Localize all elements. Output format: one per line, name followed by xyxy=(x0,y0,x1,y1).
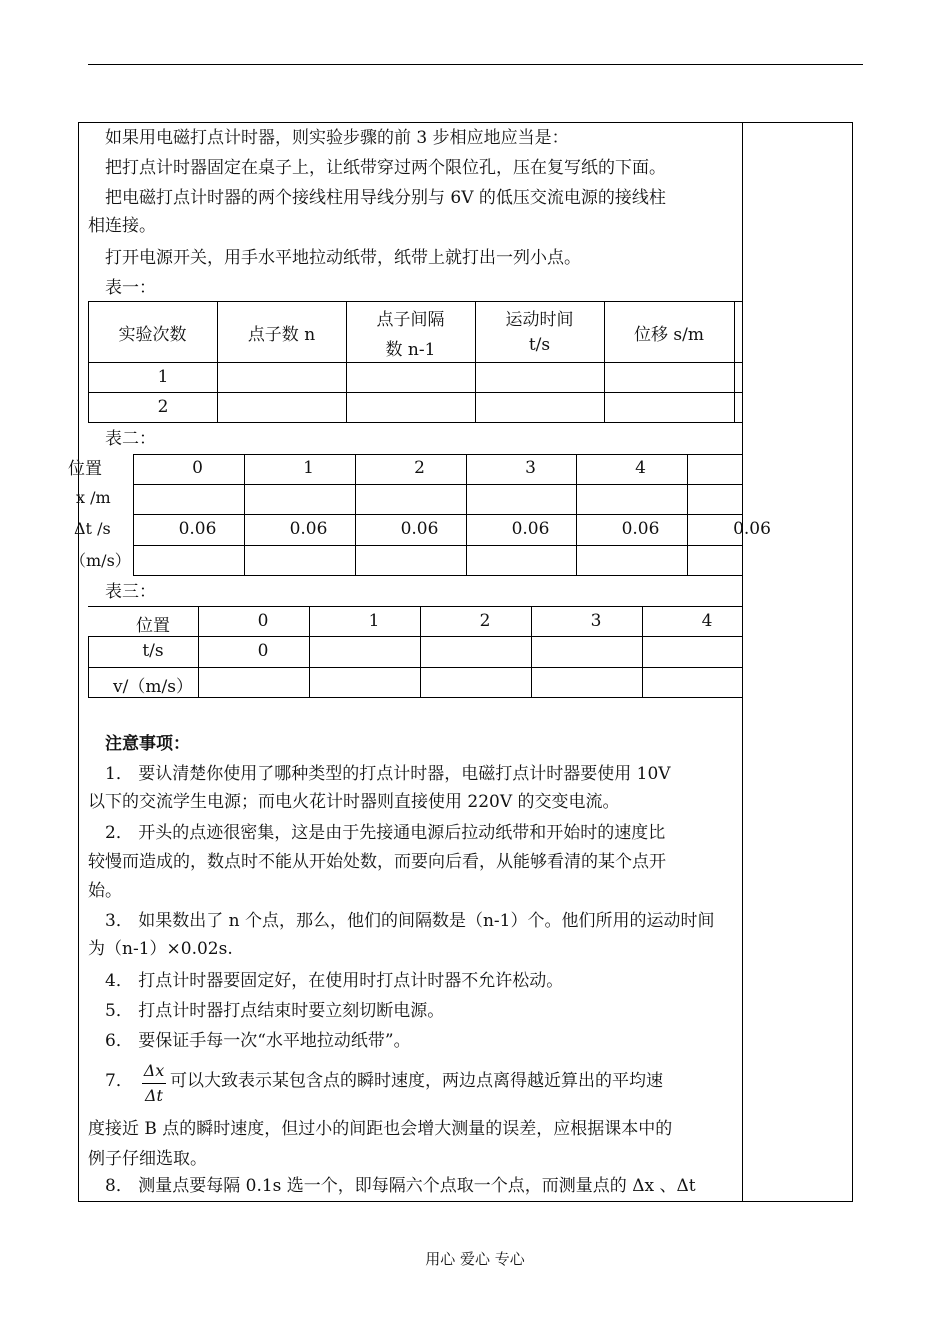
note-line-13: 例子仔细选取。 xyxy=(88,1149,207,1169)
table3-pos-3: 3 xyxy=(590,611,602,631)
table1-row-2: 2 xyxy=(157,397,169,417)
note-line-5: 始。 xyxy=(88,881,122,901)
table1-header-interval-2: 数 n-1 xyxy=(385,340,436,360)
table3-row-label-position: 位置 xyxy=(136,616,170,636)
table2-pos-2: 2 xyxy=(414,458,425,478)
note-line-11-number: 7． xyxy=(105,1071,133,1091)
note-line-6: 3． 如果数出了 n 个点，那么，他们的间隔数是（n-1）个。他们所用的运动时间 xyxy=(105,911,715,931)
table3-row-label-t: t/s xyxy=(142,641,164,661)
header-rule xyxy=(88,64,863,65)
intro-line-5: 打开电源开关，用手水平地拉动纸带，纸带上就打出一列小点。 xyxy=(105,248,581,268)
table2-row-label-x: x /m xyxy=(76,488,111,507)
table2-dt-5: 0.06 xyxy=(733,519,771,539)
table3-pos-4: 4 xyxy=(701,611,713,631)
fraction-numerator: Δx xyxy=(143,1061,165,1080)
note-line-14: 8． 测量点要每隔 0.1s 选一个，即每隔六个点取一个点，而测量点的 Δx 、Δt xyxy=(105,1176,696,1196)
table3-pos-0: 0 xyxy=(257,611,269,631)
fraction-denominator: Δt xyxy=(145,1086,163,1105)
intro-line-2: 把打点计时器固定在桌子上，让纸带穿过两个限位孔，压在复写纸的下面。 xyxy=(105,158,666,178)
table1-header-trial: 实验次数 xyxy=(118,325,187,345)
table2-pos-4: 4 xyxy=(635,458,646,478)
intro-line-4: 相连接。 xyxy=(88,216,156,236)
note-line-7: 为（n-1）×0.02s. xyxy=(88,939,233,959)
table2-pos-3: 3 xyxy=(525,458,536,478)
table1-header-displacement: 位移 s/m xyxy=(634,325,704,345)
table2-label: 表二： xyxy=(105,429,156,449)
table2-dt-3: 0.06 xyxy=(511,519,550,539)
note-line-12: 度接近 B 点的瞬时速度，但过小的间距也会增大测量的误差，应根据课本中的 xyxy=(88,1119,673,1139)
table2-row-label-v: （m/s） xyxy=(70,551,131,570)
table2-row-label-dt: Δt /s xyxy=(74,519,111,538)
table3-pos-1: 1 xyxy=(368,611,380,631)
table1-header-time-1: 运动时间 xyxy=(505,310,574,330)
table1-header-time-2: t/s xyxy=(528,335,551,355)
table2-dt-1: 0.06 xyxy=(289,519,328,539)
intro-line-1: 如果用电磁打点计时器，则实验步骤的前 3 步相应地应当是： xyxy=(105,128,569,148)
table2-pos-0: 0 xyxy=(192,458,203,478)
table3-label: 表三： xyxy=(105,582,156,602)
note-line-2: 以下的交流学生电源；而电火花计时器则直接使用 220V 的交变电流。 xyxy=(88,792,620,812)
table2-row-label-position: 位置 xyxy=(68,459,102,479)
table3-pos-2: 2 xyxy=(479,611,491,631)
table2-pos-1: 1 xyxy=(303,458,314,478)
note-line-1: 1． 要认清楚你使用了哪种类型的打点计时器，电磁打点计时器要使用 10V xyxy=(105,764,671,784)
right-column-divider xyxy=(742,122,743,1202)
note-line-8: 4． 打点计时器要固定好，在使用时打点计时器不允许松动。 xyxy=(105,971,564,991)
table3-row-label-v: v/（m/s） xyxy=(113,677,193,697)
table1-row-1: 1 xyxy=(157,367,169,387)
intro-line-3: 把电磁打点计时器的两个接线柱用导线分别与 6V 的低压交流电源的接线柱 xyxy=(105,188,666,208)
table2-dt-4: 0.06 xyxy=(621,519,660,539)
table1-header-dots: 点子数 n xyxy=(247,325,316,345)
table2-dt-0: 0.06 xyxy=(178,519,217,539)
note-line-4: 较慢而造成的，数点时不能从开始处数，而要向后看，从能够看清的某个点开 xyxy=(88,852,666,872)
note-line-10: 6． 要保证手每一次“水平地拉动纸带”。 xyxy=(105,1031,411,1051)
fraction-dx-dt xyxy=(140,1060,168,1107)
table3-t-0: 0 xyxy=(257,641,269,661)
note-line-3: 2． 开头的点迹很密集，这是由于先接通电源后拉动纸带和开始时的速度比 xyxy=(105,823,666,843)
note-line-11: 可以大致表示某包含点的瞬时速度，两边点离得越近算出的平均速 xyxy=(170,1071,663,1091)
table1-label: 表一： xyxy=(105,278,156,298)
note-line-9: 5． 打点计时器打点结束时要立刻切断电源。 xyxy=(105,1001,445,1021)
table2-dt-2: 0.06 xyxy=(400,519,439,539)
table1-header-interval-1: 点子间隔 xyxy=(376,310,445,330)
notes-title: 注意事项： xyxy=(105,734,190,754)
page-footer: 用心 爱心 专心 xyxy=(425,1250,525,1268)
